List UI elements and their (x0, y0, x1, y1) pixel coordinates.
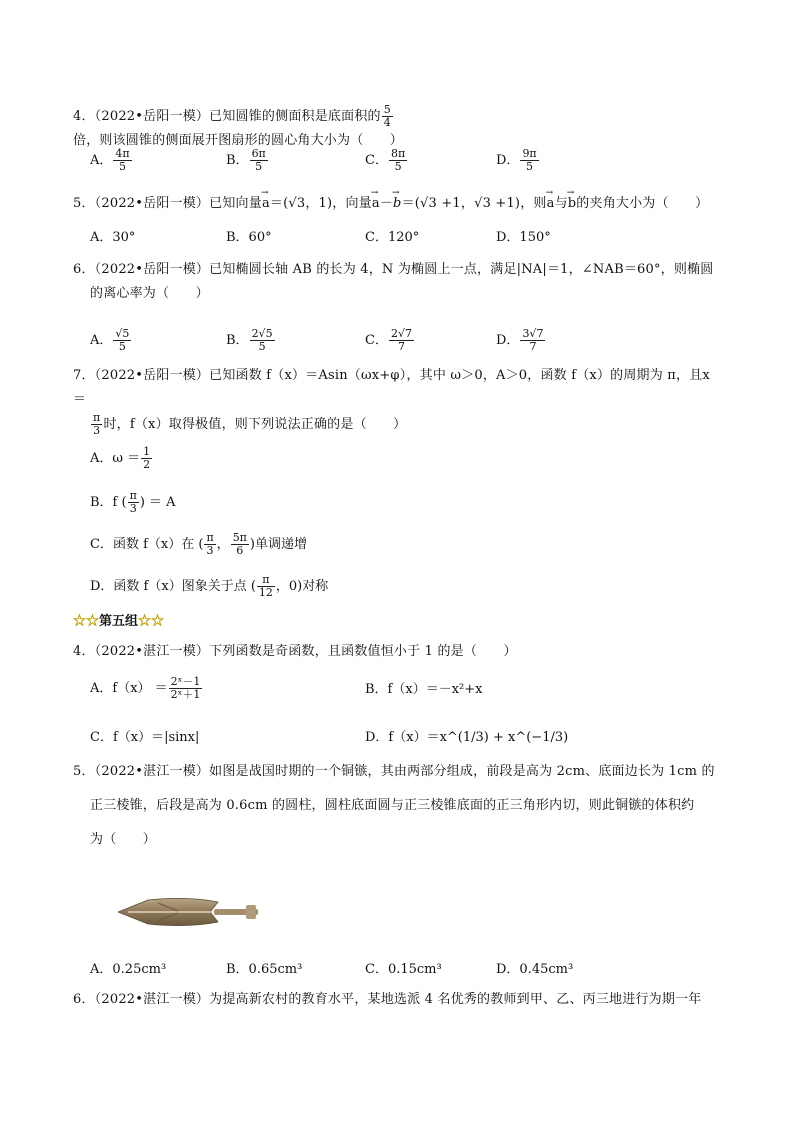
q5b-line2: 正三棱锥，后段是高为 0.6cm 的圆柱，圆柱底面圆与正三棱锥底面的正三角形内切，则此铜镞的体积约 (90, 798, 695, 813)
q5a-options (90, 226, 690, 250)
opt-label: D． (496, 153, 520, 168)
q4a-suffix: 倍，则该圆锥的侧面展开图扇形的圆心角大小为（ ） (73, 133, 404, 148)
frac-n: 5π (232, 531, 247, 544)
question-4a (73, 104, 723, 153)
q5a-eq1: ＝(√3，1)，向量 (269, 196, 372, 211)
opt-text: )单调递增 (249, 537, 307, 552)
frac-n: π (257, 574, 275, 587)
opt-frac (169, 676, 203, 701)
q6a-options (90, 328, 690, 352)
opt-frac (113, 328, 131, 353)
question-6a (73, 258, 723, 306)
frac-d: 2ˣ＋1 (170, 688, 201, 701)
q5b-options (90, 958, 690, 982)
frac-d: 6 (236, 544, 244, 557)
q4a-option-d[interactable] (496, 148, 540, 173)
opt-frac (250, 328, 275, 353)
opt-label: A． (90, 333, 113, 348)
star-icon: ☆☆ (138, 614, 165, 629)
q7a-line2 (90, 412, 723, 437)
opt-n: 2√7 (390, 327, 412, 340)
opt-n: 8π (390, 147, 406, 160)
opt-n: 6π (251, 147, 266, 160)
q5a-prefix: 5．（2022•岳阳一模）已知向量 (73, 196, 262, 211)
q7a-option-a[interactable] (90, 446, 153, 471)
opt-label: C． (365, 333, 388, 348)
opt-n: √5 (115, 327, 130, 340)
opt-text: ， (216, 537, 230, 552)
q5a-with: 与 (554, 196, 568, 211)
frac-n: π (129, 489, 137, 502)
bronze-arrowhead-image (118, 888, 260, 936)
frac-n: 1 (143, 445, 151, 458)
question-5a (73, 192, 723, 216)
frac-d: 3 (129, 502, 137, 515)
question-7a (73, 364, 723, 437)
q5b-line1: 5．（2022•湛江一模）如图是战国时期的一个铜镞，其由两部分组成，前段是高为 2cm、底面边长为 1cm 的 (73, 764, 715, 779)
frac-d: 12 (258, 586, 273, 599)
opt-frac (520, 328, 545, 353)
opt-label: C． (365, 153, 388, 168)
q6a-option-d[interactable] (496, 328, 546, 353)
vector-a: → a (262, 192, 270, 216)
q6a-option-b[interactable] (226, 328, 276, 353)
q6b-line1: 6．（2022•湛江一模）为提高新农村的教育水平，某地选派 4 名优秀的教师到甲、乙、丙三地进行为期一年 (73, 992, 702, 1007)
q5a-option-a[interactable]: A．30° (90, 230, 136, 245)
q4a-frac-n: 5 (383, 103, 391, 116)
q4a-prefix: 4．（2022•岳阳一模）已知圆锥的侧面积是底面积的 (73, 109, 381, 124)
opt-d: 5 (255, 160, 263, 173)
opt-frac (257, 574, 275, 599)
vector-b: → b (393, 192, 402, 216)
opt-d: 5 (118, 340, 126, 353)
q7a-line2-text: 时，f（x）取得极值，则下列说法正确的是（ ） (103, 417, 407, 432)
q7a-frac (91, 412, 102, 437)
q5b-option-c[interactable]: C．0.15cm³ (365, 962, 442, 977)
opt-d: 7 (529, 340, 537, 353)
q5b-option-a[interactable]: A．0.25cm³ (90, 962, 167, 977)
question-5b (73, 760, 723, 852)
q6a-line1: 6．（2022•岳阳一模）已知椭圆长轴 AB 的长为 4，N 为椭圆上一点，满足|NA|＝1，∠NAB＝60°，则椭圆 (73, 262, 714, 277)
opt-text: C．函数 f（x）在 ( (90, 537, 204, 552)
vector-a: → a (372, 192, 380, 216)
q4b-option-a[interactable] (90, 676, 203, 701)
frac-n: π (93, 411, 101, 424)
group-heading (73, 610, 164, 629)
vector-b: → b (568, 192, 577, 216)
q5b-line3: 为（ ） (90, 832, 157, 847)
q4a-frac (382, 104, 393, 129)
question-4b (73, 640, 723, 664)
opt-frac (231, 532, 249, 557)
opt-n: 4π (115, 147, 130, 160)
opt-text: D．函数 f（x）图象关于点 ( (90, 579, 256, 594)
opt-text: ，0)对称 (275, 579, 329, 594)
q6a-line2: 的离心率为（ ） (90, 286, 209, 301)
q5a-option-b[interactable]: B．60° (226, 230, 272, 245)
opt-label: D． (496, 333, 520, 348)
opt-d: 5 (119, 160, 126, 173)
q6a-option-a[interactable] (90, 328, 132, 353)
frac-d: 2 (143, 458, 151, 471)
vector-a: → a (547, 192, 555, 216)
q4a-option-a[interactable] (90, 148, 133, 173)
opt-frac (389, 328, 414, 353)
opt-label: B． (226, 333, 249, 348)
q4b-option-d[interactable]: D．f（x）＝x^(1/3) + x^(−1/3) (365, 730, 569, 745)
opt-label: B． (226, 153, 249, 168)
opt-n: 3√7 (522, 327, 544, 340)
q4a-options (90, 148, 690, 172)
frac-d: 3 (93, 424, 101, 437)
opt-text: B．f ( (90, 495, 127, 510)
q5b-option-d[interactable]: D．0.45cm³ (496, 962, 574, 977)
opt-text: A．f（x） ＝ (90, 681, 168, 696)
q5b-option-b[interactable]: B．0.65cm³ (226, 962, 303, 977)
frac-n: 2ˣ－1 (170, 675, 201, 688)
star-icon: ☆☆ (73, 614, 100, 629)
q5a-suffix: 的夹角大小为（ ） (576, 196, 709, 211)
q6a-option-c[interactable] (365, 328, 415, 353)
opt-frac (204, 532, 215, 557)
opt-text: ) ＝ A (139, 495, 176, 510)
frac-n: π (206, 531, 214, 544)
q4a-option-c[interactable] (365, 148, 408, 173)
opt-frac (520, 148, 538, 173)
q4b-option-b[interactable]: B．f（x）＝－x²+x (365, 682, 483, 697)
q5a-option-c[interactable]: C．120° (365, 230, 420, 245)
opt-frac (389, 148, 407, 173)
q5a-minus: － (379, 196, 394, 211)
opt-frac (250, 148, 268, 173)
q7a-line1: 7．（2022•岳阳一模）已知函数 f（x）＝Asin（ωx+φ），其中 ω＞0，A＞0，函数 f（x）的周期为 π，且x ＝ (73, 368, 710, 407)
frac-d: 3 (206, 544, 214, 557)
q7a-option-c[interactable] (90, 532, 307, 557)
q5a-option-d[interactable]: D．150° (496, 230, 551, 245)
opt-d: 5 (258, 340, 266, 353)
opt-n: 2√5 (251, 327, 273, 340)
group-title: 第五组 (99, 614, 139, 629)
question-6b (73, 988, 723, 1012)
q5a-eq2: ＝(√3 +1，√3 +1)，则 (401, 196, 547, 211)
q4a-option-b[interactable] (226, 148, 269, 173)
arrowhead-icon (118, 888, 260, 936)
q7a-option-d[interactable] (90, 574, 328, 599)
q4b-option-c[interactable]: C．f（x）＝|sinx| (90, 730, 200, 745)
q4b-stem: 4．（2022•湛江一模）下列函数是奇函数，且函数值恒小于 1 的是（ ） (73, 644, 517, 659)
opt-frac (113, 148, 131, 173)
q7a-option-b[interactable] (90, 490, 176, 515)
opt-d: 5 (526, 160, 534, 173)
opt-frac (128, 490, 139, 515)
opt-d: 7 (397, 340, 405, 353)
opt-frac (141, 446, 152, 471)
opt-text: A．ω ＝ (90, 451, 141, 466)
q4a-frac-d: 4 (383, 116, 391, 129)
opt-n: 9π (522, 147, 537, 160)
opt-label: A． (90, 153, 113, 168)
opt-d: 5 (394, 160, 402, 173)
